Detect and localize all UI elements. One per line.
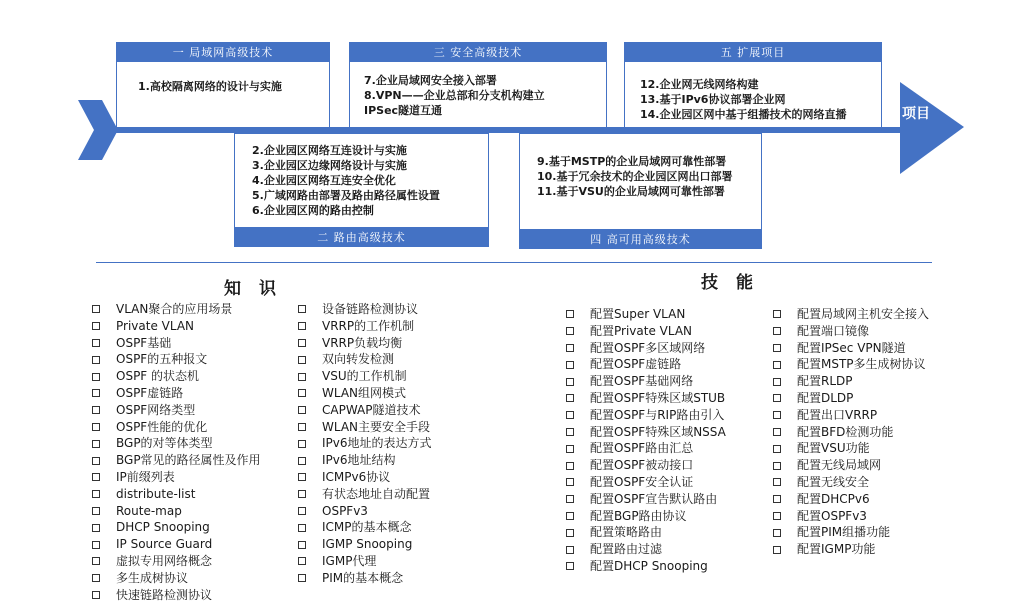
checklist-item — [773, 457, 929, 474]
checklist-item-label: 配置Super VLAN — [590, 307, 686, 321]
checkbox-icon — [566, 462, 574, 470]
checklist-item-label: OSPF虚链路 — [116, 385, 184, 400]
checklist-item — [92, 402, 261, 419]
checkbox-icon — [92, 490, 100, 498]
checklist-item — [773, 508, 929, 525]
checklist-item-label: WLAN组网模式 — [322, 385, 407, 400]
checkbox-icon — [566, 344, 574, 352]
checkbox-icon — [566, 495, 574, 503]
checkbox-icon — [298, 490, 306, 498]
checkbox-icon — [773, 478, 781, 486]
checklist-item-label: 配置OSPF被动接口 — [590, 458, 694, 473]
checklist-item — [773, 440, 929, 457]
checklist-item-label: VRRP的工作机制 — [322, 318, 415, 333]
checklist-item — [566, 558, 726, 575]
checklist-item-label: 配置无线安全 — [797, 474, 870, 489]
module-item: 10.基于冗余技术的企业园区网出口部署 — [537, 170, 733, 183]
checkbox-icon — [773, 378, 781, 386]
module-item: 13.基于IPv6协议部署企业网 — [640, 93, 786, 106]
module-5-items — [640, 77, 847, 122]
checklist-item — [92, 519, 261, 536]
checklist-item-label: 配置OSPF多区域网络 — [590, 340, 706, 355]
checklist-item — [298, 385, 432, 402]
checkbox-icon — [566, 361, 574, 369]
checklist-item — [92, 452, 261, 469]
module-item: 2.企业园区网络互连设计与实施 — [252, 144, 407, 157]
checklist-item — [566, 390, 726, 407]
module-item: IPSec隧道互通 — [364, 104, 443, 117]
checklist-item-label: ICMP的基本概念 — [322, 520, 412, 535]
checkbox-icon — [298, 557, 306, 565]
checklist-item — [92, 301, 261, 318]
checklist-item-label: 配置BFD检测功能 — [797, 424, 894, 439]
module-2-header: 二 路由高级技术 — [234, 227, 489, 247]
checklist-item — [298, 318, 432, 335]
checkbox-icon — [92, 473, 100, 481]
module-1-items — [138, 79, 282, 94]
checklist-item — [298, 469, 432, 486]
checklist-item-label: 配置BGP路由协议 — [590, 508, 687, 523]
checkbox-icon — [773, 310, 781, 318]
checklist-item-label: OSPF性能的优化 — [116, 419, 208, 434]
checkbox-icon — [92, 322, 100, 330]
checkbox-icon — [566, 478, 574, 486]
checklist-item — [566, 424, 726, 441]
checklist-item-label: 多生成树协议 — [116, 570, 189, 585]
checklist-item-label: IPv6地址的表达方式 — [322, 436, 432, 451]
checklist-item — [92, 570, 261, 587]
checkbox-icon — [566, 327, 574, 335]
skills-col-2 — [773, 306, 929, 558]
checklist-item — [92, 318, 261, 335]
checkbox-icon — [92, 541, 100, 549]
module-item: 12.企业网无线网络构建 — [640, 78, 759, 91]
checklist-item — [566, 508, 726, 525]
checklist-item-label: OSPFv3 — [322, 503, 368, 518]
module-1-box — [116, 62, 330, 128]
checklist-item-label: VLAN聚合的应用场景 — [116, 302, 233, 316]
checklist-item — [773, 407, 929, 424]
checkbox-icon — [566, 428, 574, 436]
checkbox-icon — [298, 305, 306, 313]
checklist-item — [566, 373, 726, 390]
checklist-item-label: 配置IPSec VPN隧道 — [797, 340, 906, 355]
checklist-item-label: Private VLAN — [116, 318, 195, 333]
checklist-item — [298, 570, 432, 587]
checklist-item — [92, 503, 261, 520]
checkbox-icon — [773, 529, 781, 537]
checkbox-icon — [566, 546, 574, 554]
module-5-header: 五 扩展项目 — [624, 42, 882, 62]
checkbox-icon — [298, 440, 306, 448]
checklist-item-label: BGP的对等体类型 — [116, 436, 213, 451]
checklist-item-label: PIM的基本概念 — [322, 570, 404, 585]
checklist-item — [773, 524, 929, 541]
module-item: 9.基于MSTP的企业局域网可靠性部署 — [537, 155, 727, 168]
checkbox-icon — [566, 411, 574, 419]
checklist-item-label: VRRP负载均衡 — [322, 335, 403, 350]
checklist-item — [566, 457, 726, 474]
project-label: 项目 — [902, 106, 930, 122]
checklist-item — [298, 351, 432, 368]
checkbox-icon — [92, 440, 100, 448]
checklist-item-label: 配置路由过滤 — [590, 542, 663, 557]
checkbox-icon — [773, 428, 781, 436]
checklist-item — [566, 541, 726, 558]
end-arrow-icon — [900, 82, 964, 174]
checklist-item — [773, 340, 929, 357]
checklist-item-label: 配置OSPF路由汇总 — [590, 441, 694, 456]
checkbox-icon — [566, 310, 574, 318]
checklist-item-label: OSPF基础 — [116, 335, 172, 350]
checklist-item-label: DHCP Snooping — [116, 520, 210, 535]
checklist-item-label: 配置DHCPv6 — [797, 491, 870, 506]
section-divider — [96, 262, 932, 263]
checklist-item-label: 配置DLDP — [797, 390, 854, 405]
module-3-items — [364, 73, 545, 118]
checkbox-icon — [298, 356, 306, 364]
module-item: 4.企业园区网络互连安全优化 — [252, 174, 396, 187]
checkbox-icon — [92, 557, 100, 565]
checkbox-icon — [773, 327, 781, 335]
checkbox-icon — [566, 512, 574, 520]
checkbox-icon — [298, 373, 306, 381]
checklist-item — [92, 335, 261, 352]
checklist-item — [92, 435, 261, 452]
checklist-item-label: ICMPv6协议 — [322, 469, 391, 484]
module-item: 8.VPN——企业总部和分支机构建立 — [364, 89, 545, 102]
checkbox-icon — [92, 406, 100, 414]
checkbox-icon — [92, 356, 100, 364]
checklist-item — [566, 407, 726, 424]
checklist-item-label: VSU的工作机制 — [322, 369, 407, 384]
module-3-header: 三 安全高级技术 — [349, 42, 607, 62]
checklist-item — [773, 323, 929, 340]
checklist-item-label: CAPWAP隧道技术 — [322, 402, 421, 417]
checklist-item — [773, 306, 929, 323]
module-item: 7.企业局域网安全接入部署 — [364, 74, 497, 87]
checklist-item-label: 配置OSPF虚链路 — [590, 357, 682, 372]
checklist-item-label: 快速链路检测协议 — [116, 587, 213, 602]
checklist-item — [566, 491, 726, 508]
checklist-item-label: OSPF的五种报文 — [116, 352, 208, 367]
checklist-item-label: Route-map — [116, 503, 182, 518]
checkbox-icon — [773, 411, 781, 419]
checkbox-icon — [298, 574, 306, 582]
checklist-item-label: distribute-list — [116, 486, 196, 501]
checkbox-icon — [773, 462, 781, 470]
checklist-item-label: BGP常见的路径属性及作用 — [116, 453, 261, 468]
checklist-item — [92, 553, 261, 570]
start-chevron-icon — [78, 100, 118, 160]
checklist-item-label: OSPF 的状态机 — [116, 369, 200, 384]
checklist-item-label: 配置OSPFv3 — [797, 508, 867, 523]
checklist-item — [566, 524, 726, 541]
checklist-item — [773, 373, 929, 390]
module-4-items — [537, 154, 733, 199]
checklist-item-label: 配置MSTP多生成树协议 — [797, 357, 926, 372]
module-item: 3.企业园区边缘网络设计与实施 — [252, 159, 407, 172]
checklist-item-label: 配置RLDP — [797, 374, 853, 389]
checklist-item-label: 有状态地址自动配置 — [322, 486, 431, 501]
checkbox-icon — [92, 574, 100, 582]
checklist-item-label: 配置PIM组播功能 — [797, 525, 891, 540]
checkbox-icon — [92, 524, 100, 532]
checklist-item-label: IGMP Snooping — [322, 537, 413, 552]
checklist-item-label: 配置出口VRRP — [797, 407, 878, 422]
checklist-item-label: 配置OSPF与RIP路由引入 — [590, 407, 725, 422]
checkbox-icon — [298, 406, 306, 414]
checkbox-icon — [773, 512, 781, 520]
checklist-item — [566, 474, 726, 491]
checklist-item-label: OSPF网络类型 — [116, 402, 196, 417]
checklist-item — [92, 351, 261, 368]
checklist-item — [298, 335, 432, 352]
checklist-item-label: 配置IGMP功能 — [797, 542, 876, 557]
checklist-item — [566, 323, 726, 340]
module-item: 11.基于VSU的企业局域网可靠性部署 — [537, 185, 725, 198]
checklist-item-label: WLAN主要安全手段 — [322, 419, 431, 434]
checklist-item — [566, 340, 726, 357]
module-item: 6.企业园区网的路由控制 — [252, 204, 374, 217]
checklist-item — [773, 491, 929, 508]
checklist-item — [773, 474, 929, 491]
checkbox-icon — [566, 378, 574, 386]
checklist-item — [92, 385, 261, 402]
checklist-item-label: 配置OSPF安全认证 — [590, 474, 694, 489]
checklist-item — [298, 368, 432, 385]
checkbox-icon — [298, 473, 306, 481]
checkbox-icon — [773, 394, 781, 402]
checkbox-icon — [92, 389, 100, 397]
checkbox-icon — [566, 445, 574, 453]
checkbox-icon — [773, 361, 781, 369]
knowledge-title: 知识 — [224, 279, 294, 299]
checklist-item-label: 配置VSU功能 — [797, 441, 870, 456]
checklist-item-label: 配置策略路由 — [590, 525, 663, 540]
checklist-item — [298, 503, 432, 520]
checklist-item — [566, 356, 726, 373]
checklist-item-label: 配置OSPF特殊区域NSSA — [590, 424, 726, 439]
checklist-item-label: 配置DHCP Snooping — [590, 558, 708, 573]
checklist-item-label: 虚拟专用网络概念 — [116, 553, 213, 568]
knowledge-col-2 — [298, 301, 432, 587]
checklist-item — [773, 424, 929, 441]
checklist-item-label: 配置无线局域网 — [797, 458, 882, 473]
module-item: 5.广域网路由部署及路由路径属性设置 — [252, 189, 440, 202]
checkbox-icon — [773, 495, 781, 503]
checkbox-icon — [298, 423, 306, 431]
skills-title: 技能 — [701, 273, 771, 293]
checklist-item-label: 配置端口镜像 — [797, 323, 870, 338]
checklist-item — [298, 419, 432, 436]
checkbox-icon — [92, 507, 100, 515]
checklist-item — [773, 390, 929, 407]
checkbox-icon — [92, 373, 100, 381]
checklist-item — [92, 469, 261, 486]
checklist-item-label: 配置OSPF特殊区域STUB — [590, 390, 726, 405]
checklist-item — [298, 452, 432, 469]
checklist-item-label: 配置OSPF宣告默认路由 — [590, 491, 718, 506]
checkbox-icon — [92, 591, 100, 599]
checklist-item-label: 配置局域网主机安全接入 — [797, 307, 930, 321]
checkbox-icon — [298, 322, 306, 330]
checkbox-icon — [566, 562, 574, 570]
checklist-item — [92, 368, 261, 385]
checkbox-icon — [298, 389, 306, 397]
checklist-item — [298, 553, 432, 570]
module-item: 14.企业园区网中基于组播技术的网络直播 — [640, 108, 847, 121]
checklist-item-label: IP Source Guard — [116, 537, 213, 552]
checkbox-icon — [92, 339, 100, 347]
module-1-header: 一 局域网高级技术 — [116, 42, 330, 62]
checkbox-icon — [298, 507, 306, 515]
checkbox-icon — [773, 546, 781, 554]
checklist-item-label: IP前缀列表 — [116, 469, 175, 484]
checkbox-icon — [773, 344, 781, 352]
checklist-item — [92, 486, 261, 503]
module-2-items — [252, 143, 440, 218]
checklist-item — [298, 435, 432, 452]
module-item: 1.高校隔离网络的设计与实施 — [138, 80, 282, 93]
checklist-item — [773, 356, 929, 373]
checkbox-icon — [566, 529, 574, 537]
checklist-item-label: IPv6地址结构 — [322, 453, 396, 468]
flow-arrow — [0, 0, 1024, 260]
checklist-item-label: IGMP代理 — [322, 553, 377, 568]
checklist-item — [298, 519, 432, 536]
checklist-item-label: 配置OSPF基础网络 — [590, 374, 694, 389]
checkbox-icon — [298, 541, 306, 549]
checklist-item — [298, 402, 432, 419]
checklist-item — [298, 301, 432, 318]
checklist-item-label: 设备链路检测协议 — [322, 302, 419, 316]
checklist-item — [298, 536, 432, 553]
checklist-item — [566, 306, 726, 323]
checkbox-icon — [298, 339, 306, 347]
checklist-item — [92, 536, 261, 553]
checkbox-icon — [298, 457, 306, 465]
checkbox-icon — [92, 423, 100, 431]
checkbox-icon — [92, 305, 100, 313]
module-4-header: 四 高可用高级技术 — [519, 229, 762, 249]
checklist-item — [298, 486, 432, 503]
checkbox-icon — [566, 394, 574, 402]
checklist-item-label: 配置Private VLAN — [590, 323, 693, 338]
checklist-item — [566, 440, 726, 457]
checklist-item — [92, 419, 261, 436]
checkbox-icon — [773, 445, 781, 453]
checkbox-icon — [92, 457, 100, 465]
checklist-item — [773, 541, 929, 558]
knowledge-col-1 — [92, 301, 261, 603]
skills-col-1 — [566, 306, 726, 575]
checklist-item-label: 双向转发检测 — [322, 352, 395, 367]
checkbox-icon — [298, 524, 306, 532]
